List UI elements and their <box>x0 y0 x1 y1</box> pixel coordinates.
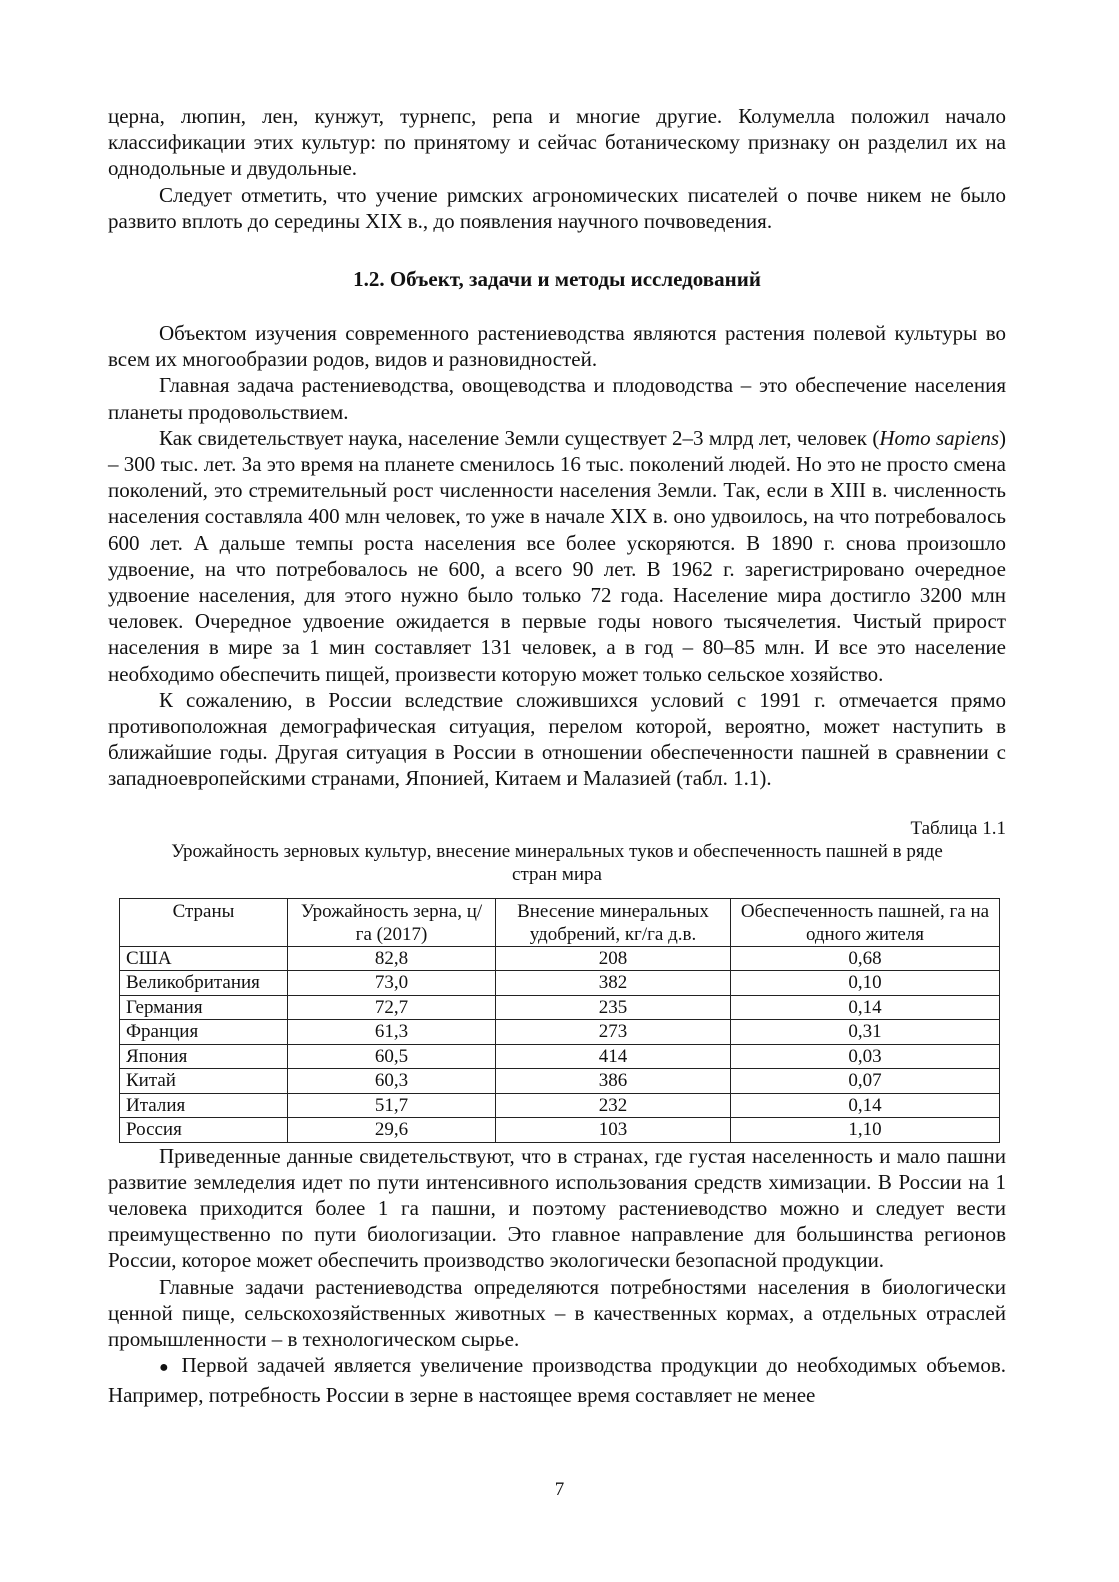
arable-land-cell: 0,68 <box>731 946 1000 971</box>
yield-cell: 60,3 <box>288 1069 496 1094</box>
arable-land-cell: 0,14 <box>731 1093 1000 1118</box>
header-cell: Страны <box>120 898 288 946</box>
bullet-paragraph <box>108 1352 1006 1407</box>
header-cell: Внесение минеральных удобрений, кг/га д.в. <box>496 898 731 946</box>
table-row <box>120 995 1000 1020</box>
fertilizer-cell: 235 <box>496 995 731 1020</box>
table-row <box>120 1069 1000 1094</box>
country-cell: Великобритания <box>120 971 288 996</box>
yield-cell: 51,7 <box>288 1093 496 1118</box>
country-cell: Германия <box>120 995 288 1020</box>
table-row <box>120 1118 1000 1143</box>
fertilizer-cell: 386 <box>496 1069 731 1094</box>
yield-cell: 82,8 <box>288 946 496 971</box>
country-cell: Китай <box>120 1069 288 1094</box>
country-cell: Франция <box>120 1020 288 1045</box>
text-run: Первой задачей является увеличение производства продукции до необходимых объемов. Например, потребность России в зерне в настоящее время составляет не менее <box>108 1353 1006 1407</box>
arable-land-cell: 0,03 <box>731 1044 1000 1069</box>
arable-land-cell: 1,10 <box>731 1118 1000 1143</box>
page-body <box>108 103 1006 1408</box>
paragraph: К сожалению, в России вследствие сложившихся условий с 1991 г. отмечается прямо противоположная демографическая ситуация, перелом которой, вероятно, может наступить в ближайшие годы. Другая ситуация в России в отношении обеспеченности пашней в сравнении с западноевропейскими странами, Японией, Китаем и Малазией (табл. 1.1). <box>108 687 1006 791</box>
table-caption: Урожайность зерновых культур, внесение минеральных туков и обеспеченность пашней в ряде стран мира <box>171 840 943 885</box>
paragraph <box>108 425 1006 687</box>
yield-cell: 60,5 <box>288 1044 496 1069</box>
table-row <box>120 1093 1000 1118</box>
arable-land-cell: 0,31 <box>731 1020 1000 1045</box>
table-row <box>120 971 1000 996</box>
paragraph: Объектом изучения современного растениеводства являются растения полевой культуры во всем их многообразии родов, видов и разновидностей. <box>108 321 1006 372</box>
italic-term: Homo sapiens <box>879 425 999 450</box>
arable-land-cell: 0,07 <box>731 1069 1000 1094</box>
yield-cell: 29,6 <box>288 1118 496 1143</box>
fertilizer-cell: 208 <box>496 946 731 971</box>
paragraph: Главные задачи растениеводства определяются потребностями населения в биологически ценной пище, сельскохозяйственных животных – в качественных кормах, а отдельных отраслей промышленности – в технологическом сырье. <box>108 1274 1006 1352</box>
yield-cell: 61,3 <box>288 1020 496 1045</box>
fertilizer-cell: 103 <box>496 1118 731 1143</box>
fertilizer-cell: 414 <box>496 1044 731 1069</box>
text-run: ) – 300 тыс. лет. За это время на планете сменилось 16 тыс. поколений людей. Но это не просто смена поколений, это стремительный рост численности населения Земли. Так, если в XIII в. численность населения составляла 400 млн человек, то уже в начале XIX в. оно удвоилось, на что потребовалось 600 лет. А дальше темпы роста населения все более ускоряются. В 1890 г. снова произошло удвоение, на что потребовалось не 600, а всего 90 лет. В 1962 г. зарегистрировано очередное удвоение населения, для этого нужно было только 72 года. Население мира достигло 3200 млн человек. Очередное удвоение ожидается в первые годы нового тысячелетия. Чистый прирост населения в мире за 1 мин составляет 131 человек, а в год – 80–85 млн. И все это население необходимо обеспечить пищей, произвести которую может только сельское хозяйство. <box>108 425 1006 686</box>
yield-cell: 72,7 <box>288 995 496 1020</box>
country-cell: Япония <box>120 1044 288 1069</box>
header-cell: Урожайность зерна, ц/га (2017) <box>288 898 496 946</box>
table-row <box>120 1044 1000 1069</box>
fertilizer-cell: 273 <box>496 1020 731 1045</box>
page-number: 7 <box>554 1479 565 1500</box>
bullet-icon: ● <box>159 1359 173 1377</box>
paragraph: Следует отметить, что учение римских агрономических писателей о почве никем не было развито вплоть до середины XIX в., до появления научного почвоведения. <box>108 182 1006 233</box>
country-cell: США <box>120 946 288 971</box>
arable-land-cell: 0,14 <box>731 995 1000 1020</box>
fertilizer-cell: 382 <box>496 971 731 996</box>
table-row <box>120 1020 1000 1045</box>
table-row <box>120 946 1000 971</box>
table-number: Таблица 1.1 <box>910 817 1006 839</box>
header-cell: Обеспеченность пашней, га на одного жителя <box>731 898 1000 946</box>
paragraph: Главная задача растениеводства, овощеводства и плодоводства – это обеспечение населения планеты продовольствием. <box>108 373 1006 424</box>
yield-cell: 73,0 <box>288 971 496 996</box>
country-cell: Италия <box>120 1093 288 1118</box>
table-header-row <box>120 898 1000 946</box>
paragraph: Приведенные данные свидетельствуют, что в странах, где густая населенность и мало пашни развитие земледелия идет по пути интенсивного использования средств химизации. В России на 1 человека приходится более 1 га пашни, и поэтому растениеводство можно и следует вести преимущественно по пути биологизации. Это главное направление для большинства регионов России, которое может обеспечить производство экологически безопасной продукции. <box>108 1143 1006 1273</box>
section-heading: 1.2. Объект, задачи и методы исследований <box>353 267 761 292</box>
text-run: Как свидетельствует наука, население Земли существует 2–3 млрд лет, человек ( <box>159 425 880 450</box>
fertilizer-cell: 232 <box>496 1093 731 1118</box>
arable-land-cell: 0,10 <box>731 971 1000 996</box>
country-cell: Россия <box>120 1118 288 1143</box>
data-table <box>119 898 1000 1143</box>
paragraph: церна, люпин, лен, кунжут, турнепс, репа и многие другие. Колумелла положил начало классификации этих культур: по принятому и сейчас ботаническому признаку он разделил их на однодольные и двудольные. <box>108 104 1006 181</box>
